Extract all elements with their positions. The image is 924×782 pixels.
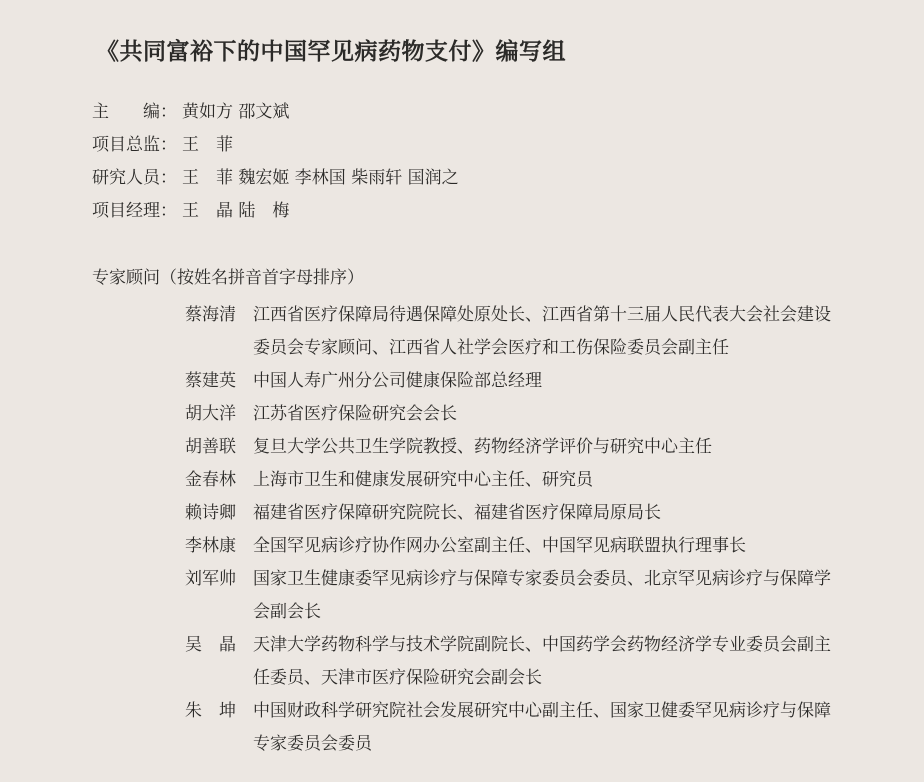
advisor-item <box>185 530 845 563</box>
page-title: 《共同富裕下的中国罕见病药物支付》编写组 <box>96 39 566 65</box>
advisor-item <box>185 629 845 695</box>
staff-list <box>92 100 459 232</box>
staff-row-researchers <box>92 166 459 199</box>
advisor-name: 金春林 <box>185 470 236 490</box>
advisor-name: 胡大洋 <box>185 404 236 424</box>
advisor-desc: 复旦大学公共卫生学院教授、药物经济学评价与研究中心主任 <box>253 437 712 457</box>
staff-value: 王 菲 魏宏姬 李林国 柴雨轩 国润之 <box>182 168 459 188</box>
staff-value: 王 晶 陆 梅 <box>182 201 290 221</box>
advisor-name: 吴 晶 <box>185 635 236 655</box>
advisors-list <box>185 299 845 761</box>
advisor-name: 李林康 <box>185 536 236 556</box>
staff-value: 黄如方 邵文斌 <box>182 102 290 122</box>
advisor-item <box>185 464 845 497</box>
advisor-name: 胡善联 <box>185 437 236 457</box>
staff-row-manager <box>92 199 459 232</box>
staff-row-director <box>92 133 459 166</box>
advisor-item <box>185 365 845 398</box>
advisor-desc: 天津大学药物科学与技术学院副院长、中国药学会药物经济学专业委员会副主任委员、天津市医疗保险研究会副会长 <box>253 635 831 688</box>
advisor-desc: 国家卫生健康委罕见病诊疗与保障专家委员会委员、北京罕见病诊疗与保障学会副会长 <box>253 569 831 622</box>
advisor-item <box>185 299 845 365</box>
advisor-desc: 福建省医疗保障研究院院长、福建省医疗保障局原局长 <box>253 503 661 523</box>
advisor-name: 刘军帅 <box>185 569 236 589</box>
staff-value: 王 菲 <box>182 135 233 155</box>
advisor-desc: 全国罕见病诊疗协作网办公室副主任、中国罕见病联盟执行理事长 <box>253 536 746 556</box>
advisor-desc: 江西省医疗保障局待遇保障处原处长、江西省第十三届人民代表大会社会建设委员会专家顾问、江西省人社学会医疗和工伤保险委员会副主任 <box>253 305 831 358</box>
advisor-desc: 江苏省医疗保险研究会会长 <box>253 404 457 424</box>
advisor-name: 蔡海清 <box>185 305 236 325</box>
advisor-item <box>185 398 845 431</box>
staff-row-editor <box>92 100 459 133</box>
advisor-name: 朱 坤 <box>185 701 236 721</box>
advisor-item <box>185 497 845 530</box>
staff-label: 研究人员： <box>92 168 177 188</box>
advisor-name: 赖诗卿 <box>185 503 236 523</box>
staff-label: 项目经理： <box>92 201 177 221</box>
advisor-item <box>185 431 845 464</box>
advisor-name: 蔡建英 <box>185 371 236 391</box>
staff-label: 项目总监： <box>92 135 177 155</box>
staff-label: 主 编： <box>92 102 177 122</box>
advisor-desc: 中国人寿广州分公司健康保险部总经理 <box>253 371 542 391</box>
advisor-desc: 中国财政科学研究院社会发展研究中心副主任、国家卫健委罕见病诊疗与保障专家委员会委员 <box>253 701 831 754</box>
advisor-desc: 上海市卫生和健康发展研究中心主任、研究员 <box>253 470 593 490</box>
advisor-item <box>185 563 845 629</box>
advisor-item <box>185 695 845 761</box>
advisors-heading: 专家顾问（按姓名拼音首字母排序） <box>92 268 364 288</box>
